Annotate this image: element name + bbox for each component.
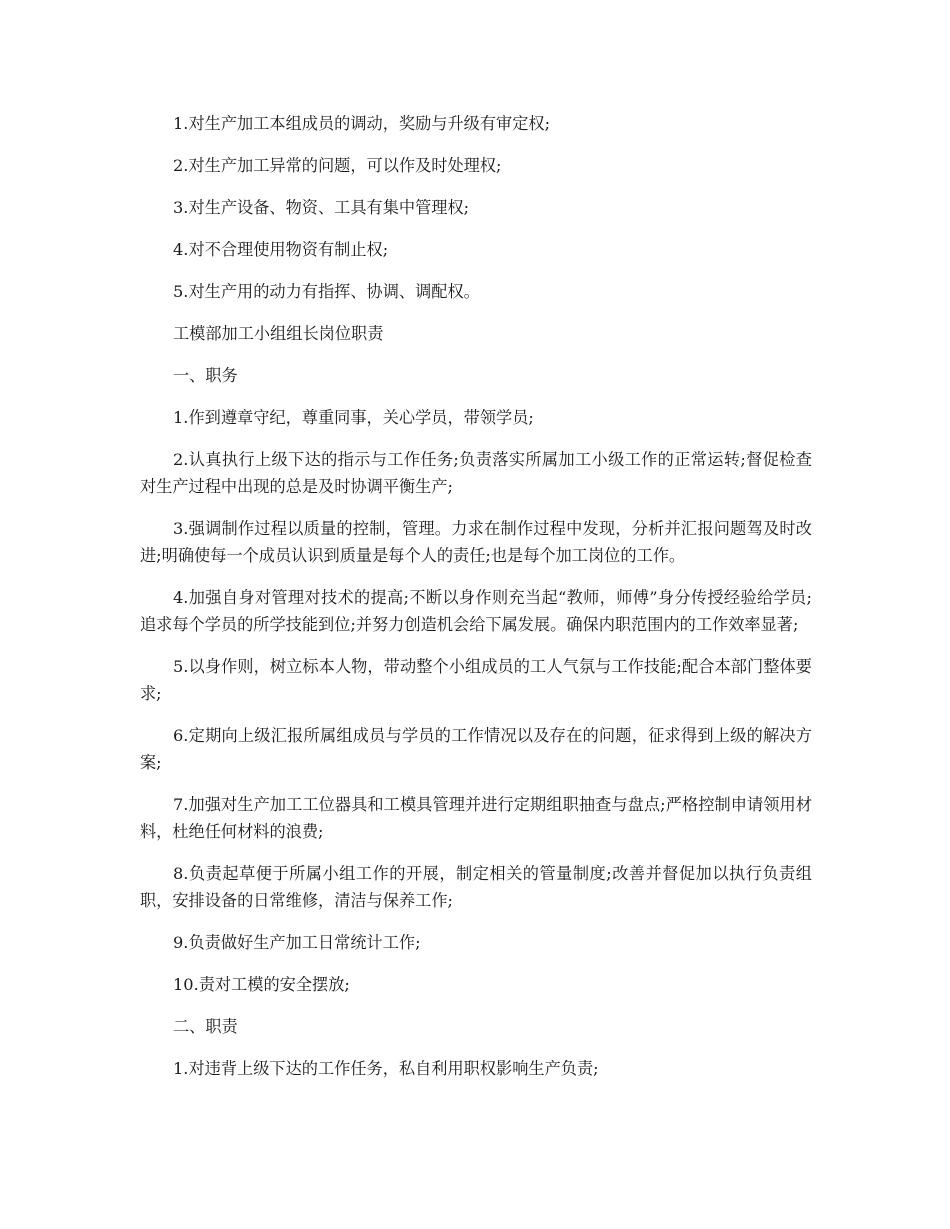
- paragraph-duty-9: 9.负责做好生产加工日常统计工作;: [173, 933, 421, 952]
- paragraph-duty-4: 4.加强自身对管理对技术的提高;不断以身作则充当起“教师，师傅”身分传授经验给学员;追求每个学员的所学技能到位;并努力创造机会给下属发展。确保内职范围内的工作效率显著;: [140, 588, 812, 634]
- paragraph-right-2: 2.对生产加工异常的问题，可以作及时处理权;: [173, 156, 502, 175]
- paragraph-duty-8: 8.负责起草便于所属小组工作的开展，制定相关的管量制度;改善并督促加以执行负责组职，安排设备的日常维修，清洁与保养工作;: [140, 864, 812, 910]
- paragraph-duty-5: 5.以身作则，树立标本人物，带动整个小组成员的工人气氛与工作技能;配合本部门整体要求;: [140, 657, 812, 703]
- paragraph-duty-7: 7.加强对生产加工工位器具和工模具管理并进行定期组职抽查与盘点;严格控制申请领用材料，杜绝任何材料的浪费;: [140, 795, 812, 841]
- paragraph-duty-6: 6.定期向上级汇报所属组成员与学员的工作情况以及存在的问题，征求得到上级的解决方案;: [140, 726, 812, 772]
- paragraph-right-4: 4.对不合理使用物资有制止权;: [173, 240, 389, 259]
- paragraph-duty-3: 3.强调制作过程以质量的控制，管理。力求在制作过程中发现，分析并汇报问题驾及时改进;明确使每一个成员认识到质量是每个人的责任;也是每个加工岗位的工作。: [140, 519, 812, 565]
- paragraph-duty-10: 10.责对工模的安全摆放;: [173, 975, 350, 994]
- document-body: [140, 110, 812, 1097]
- heading-duties: 一、职务: [173, 366, 238, 385]
- paragraph-responsibility-1: 1.对违背上级下达的工作任务，私自利用职权影响生产负责;: [173, 1059, 599, 1078]
- paragraph-duty-1: 1.作到遵章守纪，尊重同事，关心学员，带领学员;: [173, 408, 534, 427]
- heading-responsibilities: 二、职责: [173, 1017, 238, 1036]
- section-title: 工模部加工小组组长岗位职责: [173, 324, 384, 343]
- paragraph-right-1: 1.对生产加工本组成员的调动，奖励与升级有审定权;: [173, 114, 551, 133]
- paragraph-right-5: 5.对生产用的动力有指挥、协调、调配权。: [173, 282, 480, 301]
- paragraph-right-3: 3.对生产设备、物资、工具有集中管理权;: [173, 198, 470, 217]
- paragraph-duty-2: 2.认真执行上级下达的指示与工作任务;负责落实所属加工小级工作的正常运转;督促检查对生产过程中出现的总是及时协调平衡生产;: [140, 450, 812, 496]
